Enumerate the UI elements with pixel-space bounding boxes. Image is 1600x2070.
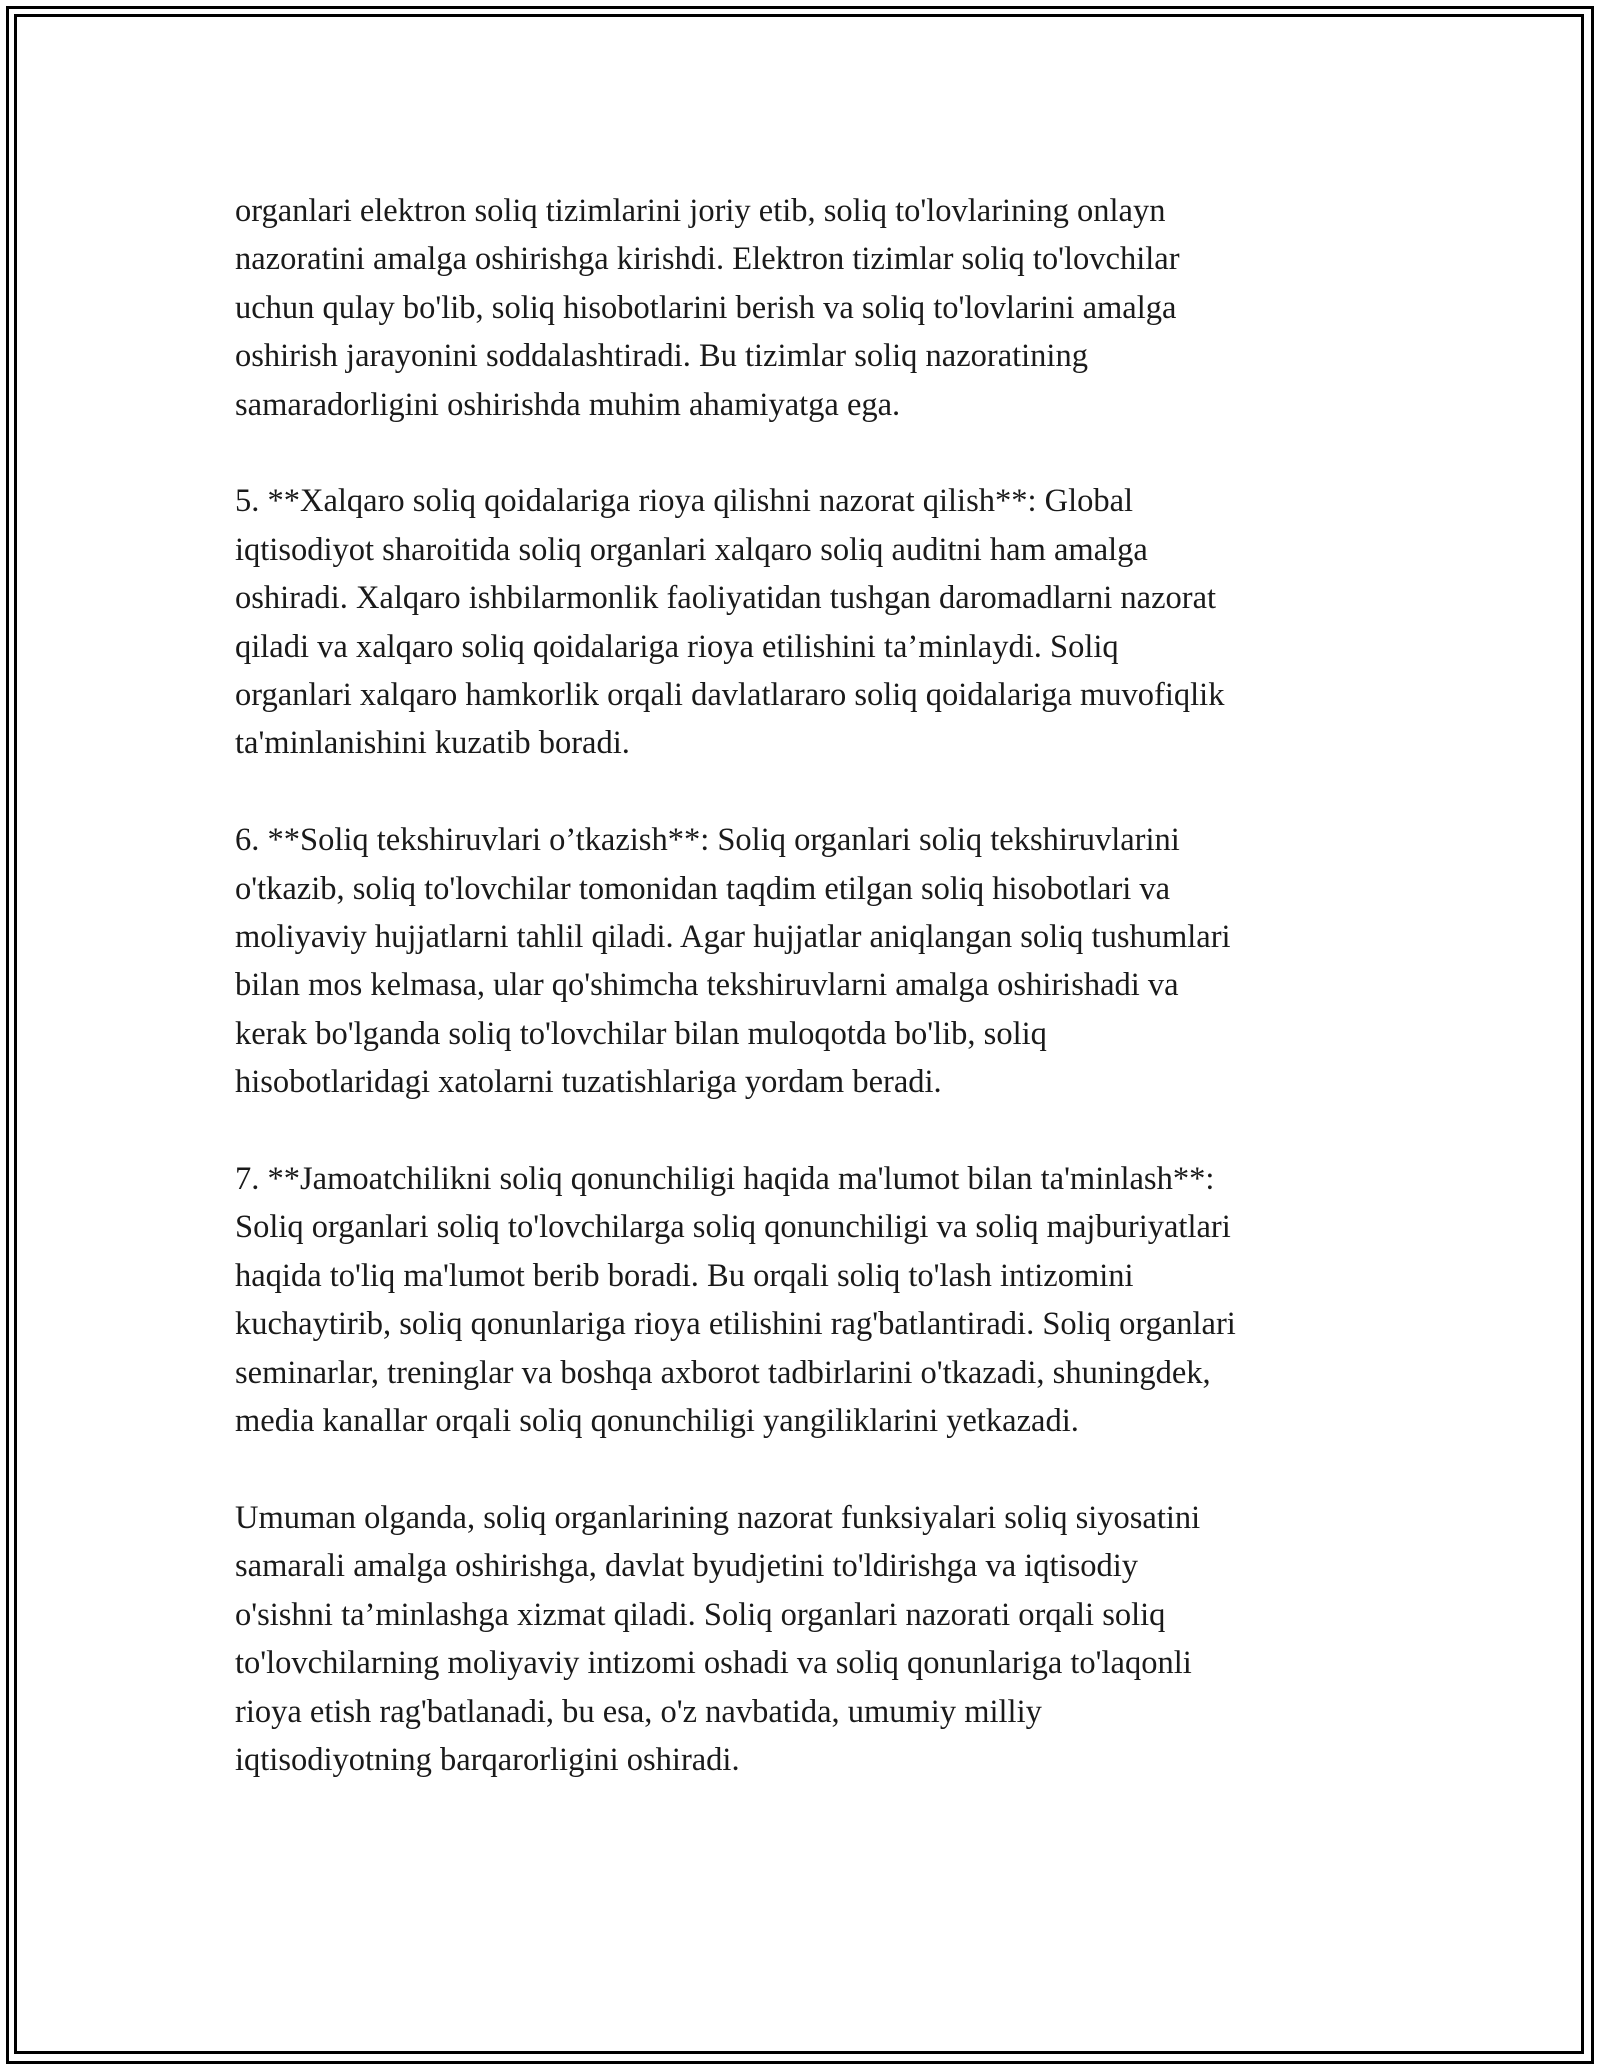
text-line: oshirish jarayonini soddalashtiradi. Bu tizimlar soliq nazoratining <box>235 338 1088 375</box>
text-line: seminarlar, treninglar va boshqa axborot tadbirlarini o'tkazadi, shuningdek, <box>235 1354 1211 1391</box>
text-line: ta'minlanishini kuzatib boradi. <box>235 725 630 762</box>
text-line: samarali amalga oshirishga, davlat byudjetini to'ldirishga va iqtisodiy <box>235 1548 1139 1585</box>
text-line: kuchaytirib, soliq qonunlariga rioya etilishini rag'batlantiradi. Soliq organlari <box>235 1306 1236 1343</box>
paragraph-item-5 <box>235 477 1375 767</box>
text-line: 5. **Xalqaro soliq qoidalariga rioya qilishni nazorat qilish**: Global <box>235 483 1134 520</box>
text-line: Soliq organlari soliq to'lovchilarga soliq qonunchiligi va soliq majburiyatlari <box>235 1209 1231 1246</box>
text-line: moliyaviy hujjatlarni tahlil qiladi. Agar hujjatlar aniqlangan soliq tushumlari <box>235 919 1231 956</box>
text-line: o'tkazib, soliq to'lovchilar tomonidan taqdim etilgan soliq hisobotlari va <box>235 870 1171 907</box>
text-line: kerak bo'lganda soliq to'lovchilar bilan muloqotda bo'lib, soliq <box>235 1015 1047 1052</box>
text-line: hisobotlaridagi xatolarni tuzatishlariga yordam beradi. <box>235 1064 942 1101</box>
text-line: oshiradi. Xalqaro ishbilarmonlik faoliyatidan tushgan daromadlarni nazorat <box>235 580 1217 617</box>
text-line: haqida to'liq ma'lumot berib boradi. Bu orqali soliq to'lash intizomini <box>235 1257 1134 1294</box>
document-body <box>235 187 1375 1784</box>
text-line: 6. **Soliq tekshiruvlari o’tkazish**: Soliq organlari soliq tekshiruvlarini <box>235 822 1180 859</box>
text-line: qiladi va xalqaro soliq qoidalariga rioya etilishini ta’minlaydi. Soliq <box>235 628 1119 665</box>
text-line: to'lovchilarning moliyaviy intizomi oshadi va soliq qonunlariga to'laqonli <box>235 1645 1192 1682</box>
text-line: uchun qulay bo'lib, soliq hisobotlarini berish va soliq to'lovlarini amalga <box>235 289 1177 326</box>
text-line: bilan mos kelmasa, ular qo'shimcha tekshiruvlarni amalga oshirishadi va <box>235 967 1179 1004</box>
paragraph-item-6 <box>235 816 1375 1106</box>
text-line: media kanallar orqali soliq qonunchiligi yangiliklarini yetkazadi. <box>235 1403 1079 1440</box>
paragraph-electronic-systems <box>235 187 1375 429</box>
text-line: organlari xalqaro hamkorlik orqali davlatlararo soliq qoidalariga muvofiqlik <box>235 677 1225 714</box>
text-line: rioya etish rag'batlanadi, bu esa, o'z navbatida, umumiy milliy <box>235 1693 1042 1730</box>
text-line: Umuman olganda, soliq organlarining nazorat funksiyalari soliq siyosatini <box>235 1499 1201 1536</box>
text-line: nazoratini amalga oshirishga kirishdi. Elektron tizimlar soliq to'lovchilar <box>235 241 1180 278</box>
text-line: samaradorligini oshirishda muhim ahamiyatga ega. <box>235 386 901 423</box>
paragraph-item-7 <box>235 1155 1375 1445</box>
text-line: organlari elektron soliq tizimlarini joriy etib, soliq to'lovlarining onlayn <box>235 193 1166 229</box>
text-line: o'sishni ta’minlashga xizmat qiladi. Soliq organlari nazorati orqali soliq <box>235 1596 1166 1633</box>
text-line: iqtisodiyot sharoitida soliq organlari xalqaro soliq auditni ham amalga <box>235 531 1148 568</box>
text-line: 7. **Jamoatchilikni soliq qonunchiligi haqida ma'lumot bilan ta'minlash**: <box>235 1161 1215 1198</box>
text-line: iqtisodiyotning barqarorligini oshiradi. <box>235 1741 740 1778</box>
paragraph-conclusion <box>235 1494 1375 1784</box>
